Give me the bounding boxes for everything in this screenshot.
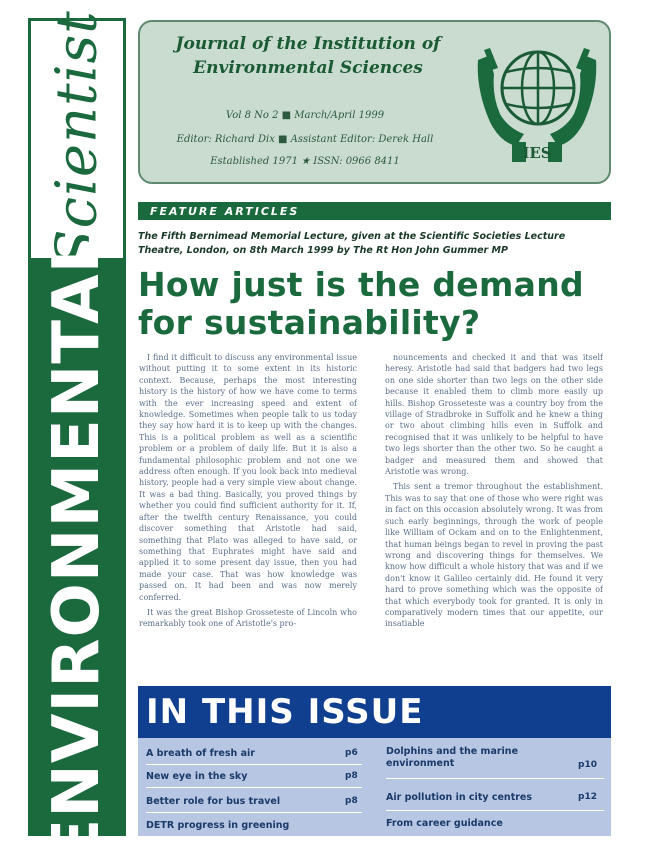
paragraph: nouncements and checked it and that was itself heresy. Aristotle had said that badgers had two legs on one side shorter than two legs on the other side because it enabled them to climb more easily up hills. Bishop Grosseteste was a country boy from the village of Stradbroke in Suffolk and he knew a thing or two about climbing hills even in Suffolk and recognised that it was unlikely to be helpful to have two legs shorter than the other two. So he caught a badger and measured them and showed that Aristotle was wrong. <box>385 353 603 477</box>
issue-item-label[interactable]: New eye in the sky <box>146 771 248 782</box>
issue-item-page: p10 <box>578 760 597 770</box>
issue-item-page: p12 <box>578 792 597 802</box>
issue-item-page: p6 <box>345 748 358 758</box>
issue-item-label[interactable]: Air pollution in city centres <box>386 792 533 803</box>
in-this-issue-title: IN THIS ISSUE <box>146 692 424 732</box>
editors-line: Editor: Richard Dix ■ Assistant Editor: Derek Hall <box>176 134 434 145</box>
lecture-subtitle: The Fifth Bernimead Memorial Lecture, given at the Scientific Societies Lecture Theatre, London, on 8th March 1999 by The Rt Hon John Gummer MP <box>138 231 566 256</box>
issue-item-label[interactable]: DETR progress in greening <box>146 820 290 831</box>
issue-item-label[interactable]: Better role for bus travel <box>146 796 281 807</box>
divider <box>386 810 604 811</box>
paragraph: This sent a tremor throughout the establishment. This was to say that one of those who were right was in fact on this occasion absolutely wrong. It was from such early beginnings, through the work of people like William of Ockam and on to the Enlightenment, that human beings began to revel in proving the past wrong and discovering things for themselves. We know how difficult a whole history that was and if we don't know it Galileo certainly did. He found it very hard to prove something which was the opposite of that which everybody took for granted. It is only in comparatively modern times that our appetite, our insatiable <box>385 482 603 629</box>
ies-logo-icon <box>472 30 602 180</box>
volume-line: Vol 8 No 2 ■ March/April 1999 <box>225 110 385 121</box>
issue-item-page: p8 <box>345 796 358 806</box>
paragraph: I find it difficult to discuss any environmental issue without putting it to some extent in its historic context. Because, perhaps the most interesting history is the history of how we have come to terms with the ever increasing speed and extent of knowledge. Sometimes when people talk to us today they say how hard it is to keep up with the changes. This is a political problem as well as a scientific problem or a problem of daily life. But it is also a fundamental philosophic problem and not one we address often enough. If you look back into medieval history, people had a very simple view about change. It was a bad thing. Basically, you proved things by whether you could find sufficient authority for it. If, after the twelfth century Renaissance, you could discover something that Aristotle had said, something that Plato was alleged to have said, or something that Euphrates might have said and applied it to some present day issue, then you had made your case. That was how knowledge was passed on. It had been and was now merely conferred. <box>139 353 357 602</box>
divider <box>386 778 604 779</box>
body-column-1 <box>139 352 357 682</box>
section-label: FEATURE ARTICLES <box>150 205 300 218</box>
issue-item-label[interactable]: From career guidance <box>386 818 503 829</box>
issue-item-page: p8 <box>345 771 358 781</box>
divider <box>146 812 362 813</box>
journal-title: Journal of the Institution of Environmental Sciences <box>175 34 441 78</box>
article-headline: How just is the demand for sustainability? <box>138 265 584 342</box>
divider <box>146 764 362 765</box>
body-column-2 <box>385 352 603 682</box>
paragraph: It was the great Bishop Grosseteste of Lincoln who remarkably took one of Aristotle's pro- <box>139 607 357 629</box>
logo-text: IES <box>522 144 552 162</box>
divider <box>146 787 362 788</box>
issue-item-label[interactable]: A breath of fresh air <box>146 748 255 759</box>
issue-item-label[interactable]: Dolphins and the marine environment <box>386 746 519 769</box>
established-line: Established 1971 ★ ISSN: 0966 8411 <box>210 156 400 167</box>
